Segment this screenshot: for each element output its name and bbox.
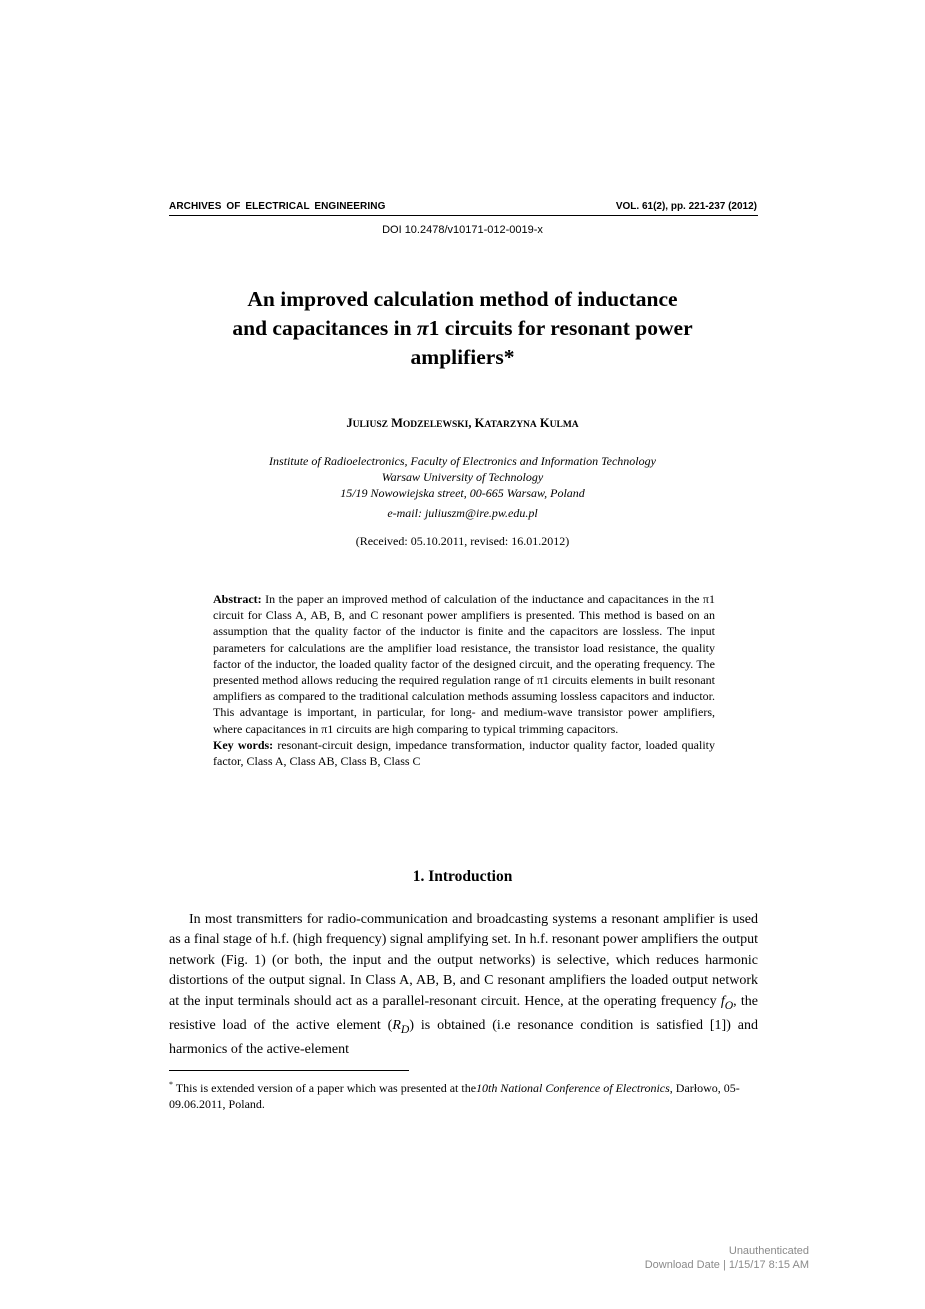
author-2-first-initial: K (474, 416, 485, 430)
header-rule (169, 215, 758, 216)
abstract-label: Abstract: (213, 592, 262, 606)
abstract (213, 591, 715, 769)
author-1-first-rest: ULIUSZ (352, 420, 388, 430)
pi-symbol: π (416, 316, 429, 340)
affiliation (150, 453, 775, 521)
intro-text-c: ) is obtained (i.e resonance condition is satisfied [1]) and harmonics of the active-element (169, 1017, 759, 1058)
affiliation-line-1: Institute of Radioelectronics, Faculty of Electronics and Information Technology (269, 454, 656, 468)
title-line-2a: and capacitances in (232, 316, 417, 340)
journal-name: ARCHIVES OF ELECTRICAL ENGINEERING (169, 201, 386, 212)
author-1 (346, 416, 468, 430)
title-line-3: amplifiers* (410, 345, 515, 369)
author-2 (475, 416, 579, 430)
title-line-2 (150, 314, 775, 343)
affiliation-email[interactable]: e-mail: juliuszm@ire.pw.edu.pl (387, 505, 538, 520)
doi[interactable]: DOI 10.2478/v10171-012-0019-x (382, 224, 543, 236)
author-2-first-rest: ATARZYNA (484, 420, 537, 430)
intro-text-b: , the resistive load of the active element ( (169, 993, 758, 1033)
watermark-line-1: Unauthenticated (728, 1245, 809, 1257)
section-heading: 1. Introduction (412, 868, 513, 885)
title-line-1: An improved calculation method of inductance (247, 287, 678, 311)
author-separator: , (468, 416, 475, 430)
keywords-paragraph (213, 737, 715, 769)
volume-info: VOL. 61(2), pp. 221-237 (2012) (615, 201, 757, 212)
watermark-line-2: Download Date | 1/15/17 8:15 AM (644, 1259, 809, 1271)
author-1-last-rest: ODZELEWSKI (402, 420, 469, 430)
author-1-first-initial: J (346, 416, 353, 430)
intro-body (169, 910, 758, 1060)
paper-title (150, 285, 775, 372)
symbol-r-sub: D (400, 1022, 410, 1036)
affiliation-line-3: 15/19 Nowowiejska street, 00-665 Warsaw, Poland (340, 486, 585, 501)
keywords-text: resonant-circuit design, impedance transformation, inductor quality factor, loaded quality factor, Class A, Class AB, Class B, Class C (213, 737, 715, 769)
title-line-2b: 1 circuits for resonant power (428, 316, 693, 340)
keywords-label: Key words: (213, 737, 274, 752)
footnote-text-a: This is extended version of a paper which was presented at the (173, 1081, 477, 1095)
authors (0, 416, 925, 431)
footnote-conference: 10th National Conference of Electronics (476, 1081, 670, 1095)
symbol-r: R (392, 1017, 401, 1033)
author-2-last-rest: ULMA (549, 420, 579, 430)
watermark (645, 1244, 809, 1272)
author-1-last-initial: M (391, 416, 403, 430)
affiliation-line-2: Warsaw University of Technology (381, 470, 544, 485)
author-2-last-initial: K (539, 416, 550, 430)
footnote-rule (169, 1070, 409, 1071)
footnote-text-b: , Darłowo, 05-09.06.2011, Poland. (169, 1081, 740, 1111)
symbol-f-sub: O (724, 998, 734, 1012)
intro-text-a: In most transmitters for radio-communication and broadcasting systems a resonant amplifier is used as a final stage of h.f. (high frequency) signal amplifying set. In h.f. resonant power amplifiers the output network (Fig. 1) (or both, the input and the output networks) is selective, which reduces harmonic distortions of the output signal. In Class A, AB, B, and C resonant amplifiers the loaded output network at the input terminals should act as a parallel-resonant circuit. Hence, at the operating frequency (169, 912, 758, 1009)
intro-paragraph (169, 910, 758, 1060)
abstract-paragraph (213, 591, 715, 737)
abstract-text: In the paper an improved method of calculation of the inductance and capacitances in the π1 circuit for Class A, AB, B, and C resonant power amplifiers is presented. This method is based on an assumption that the quality factor of the inductor is finite and the capacitors are lossless. The input parameters for calculations are the amplifier load resistance, the transistor load resistance, the quality factor of the inductor, the loaded quality factor of the designed circuit, and the operating frequency. The presented method allows reducing the required regulation range of π1 circuits elements in built resonant amplifiers as compared to the traditional calculation methods assuming lossless capacitors and inductor. This advantage is important, in particular, for long- and medium-wave transistor power amplifiers, where capacitances in π1 circuits are high comparing to typical trimming capacitors. (213, 592, 715, 736)
received-dates: (Received: 05.10.2011, revised: 16.01.2012) (355, 534, 570, 548)
footnote (169, 1077, 758, 1112)
symbol-f: f (720, 993, 725, 1009)
footnote-mark: * (169, 1080, 173, 1089)
